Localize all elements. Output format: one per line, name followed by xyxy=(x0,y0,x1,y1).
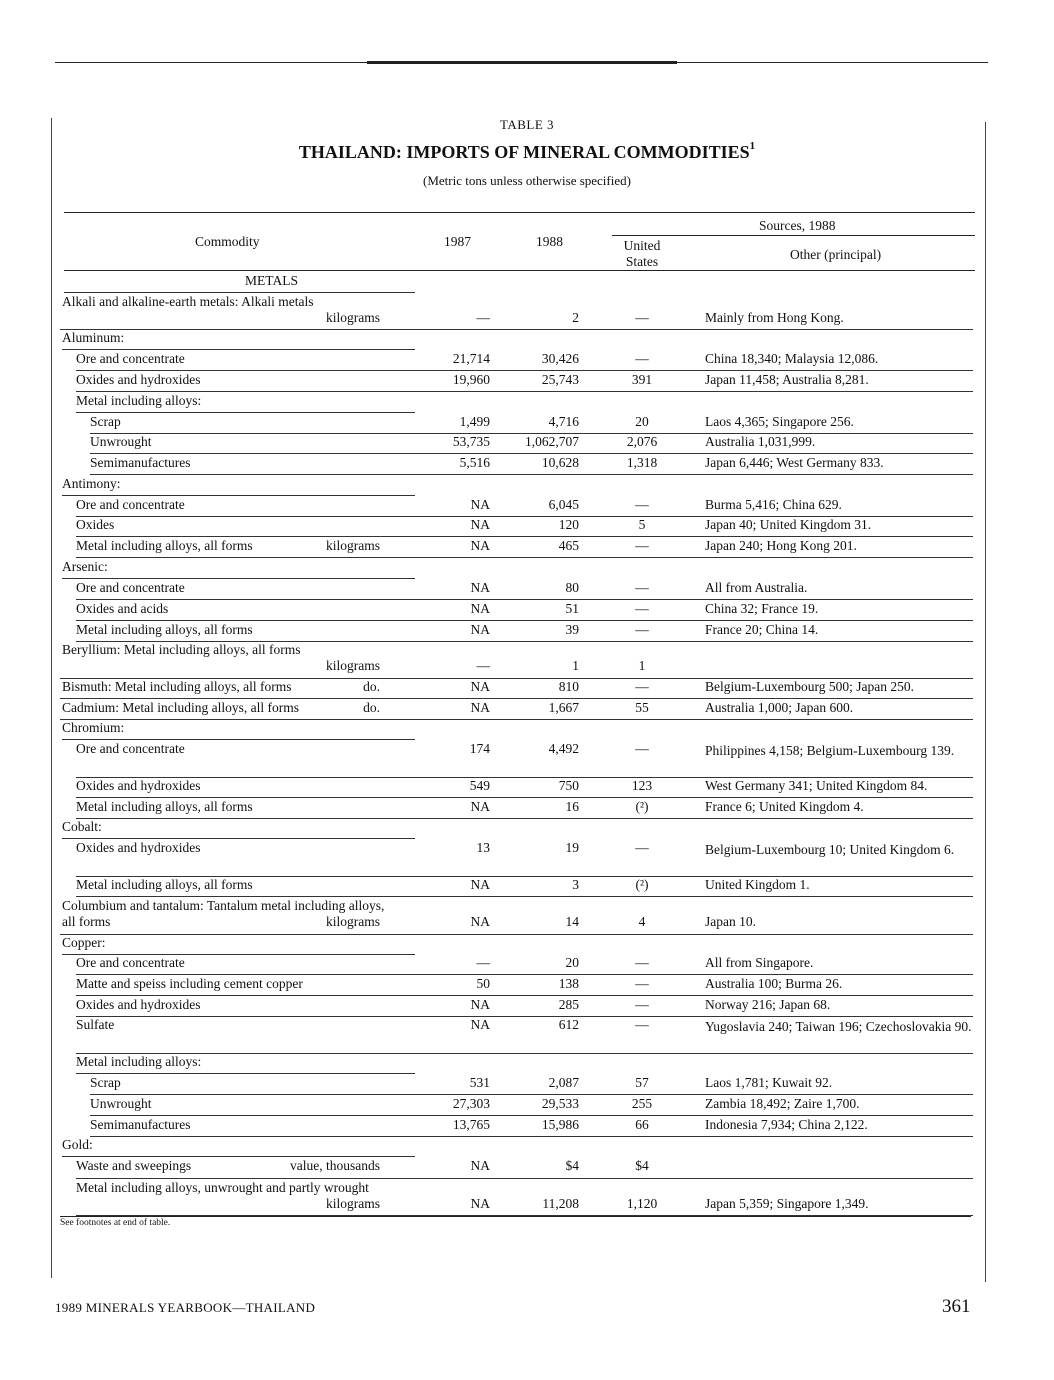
row-rule xyxy=(62,739,415,740)
group-heading xyxy=(0,476,1054,496)
table-row xyxy=(0,1096,1054,1116)
value-1988: 11,208 xyxy=(542,1196,579,1211)
value-1987: NA xyxy=(470,1196,490,1211)
row-rule xyxy=(60,698,973,699)
table-row xyxy=(0,1117,1054,1137)
table-row xyxy=(0,538,1054,558)
value-1987: NA xyxy=(470,679,490,694)
commodity-label: Columbium and tantalum: Tantalum metal including alloys, all forms xyxy=(62,898,385,929)
value-1988: 39 xyxy=(565,622,579,637)
other-sources: Mainly from Hong Kong. xyxy=(705,310,844,325)
table-row xyxy=(0,1180,1054,1216)
title-footnote-marker: 1 xyxy=(749,140,756,152)
table-row xyxy=(0,799,1054,819)
table-row xyxy=(0,997,1054,1017)
other-sources: Laos 1,781; Kuwait 92. xyxy=(705,1075,833,1090)
other-sources: China 18,340; Malaysia 12,086. xyxy=(705,351,879,366)
commodity-label: Unwrought xyxy=(90,1096,152,1111)
value-1988: 15,986 xyxy=(541,1117,579,1132)
value-united-states: 391 xyxy=(631,372,653,387)
commodity-label: Scrap xyxy=(90,1075,121,1090)
value-1988: 810 xyxy=(558,679,579,694)
value-united-states: 57 xyxy=(635,1075,649,1090)
value-1988: 465 xyxy=(558,538,579,553)
table-row xyxy=(0,1017,1054,1054)
other-sources: France 6; United Kingdom 4. xyxy=(705,799,864,814)
row-rule xyxy=(76,974,973,975)
row-rule xyxy=(76,391,973,392)
unit-label: kilograms xyxy=(326,310,380,325)
table-row xyxy=(0,700,1054,720)
table-row xyxy=(0,622,1054,642)
row-rule xyxy=(76,536,973,537)
other-sources: Norway 216; Japan 68. xyxy=(705,997,831,1012)
value-1987: NA xyxy=(470,1158,490,1173)
value-1987: NA xyxy=(470,997,490,1012)
other-sources: Laos 4,365; Singapore 256. xyxy=(705,414,854,429)
value-united-states: — xyxy=(635,741,649,756)
value-1988: 1,062,707 xyxy=(525,434,579,449)
row-rule xyxy=(76,620,973,621)
row-rule xyxy=(64,292,415,293)
value-1988: 29,533 xyxy=(541,1096,579,1111)
value-1987: 174 xyxy=(469,741,490,756)
value-1988: 2,087 xyxy=(548,1075,579,1090)
table-bottom-rule xyxy=(60,1216,971,1217)
value-1987: 13,765 xyxy=(452,1117,490,1132)
group-heading xyxy=(0,935,1054,955)
header-other-principal: Other (principal) xyxy=(790,247,882,262)
value-united-states: — xyxy=(635,997,649,1012)
table-row xyxy=(0,1075,1054,1095)
table-row xyxy=(0,455,1054,475)
table-row xyxy=(0,642,1054,679)
commodity-label: Beryllium: Metal including alloys, all forms xyxy=(62,642,301,657)
value-1987: — xyxy=(476,658,490,673)
value-united-states: 2,076 xyxy=(626,434,658,449)
header-1988: 1988 xyxy=(536,234,563,249)
value-1987: 13 xyxy=(476,840,490,855)
value-1987: 27,303 xyxy=(452,1096,490,1111)
value-united-states: — xyxy=(635,622,649,637)
row-rule xyxy=(62,1156,415,1157)
unit-label: do. xyxy=(363,700,380,715)
value-1988: 138 xyxy=(558,976,579,991)
row-rule xyxy=(76,1178,973,1179)
value-united-states: 66 xyxy=(635,1117,649,1132)
value-1987: 53,735 xyxy=(452,434,490,449)
value-united-states: — xyxy=(635,840,649,855)
other-sources: West Germany 341; United Kingdom 84. xyxy=(705,778,928,793)
commodity-label: Metal including alloys, all forms xyxy=(76,877,253,892)
value-united-states: — xyxy=(635,497,649,512)
value-1988: 80 xyxy=(565,580,579,595)
value-united-states: 5 xyxy=(638,517,646,532)
value-united-states: — xyxy=(635,580,649,595)
value-1988: 6,045 xyxy=(548,497,579,512)
value-1987: — xyxy=(476,310,490,325)
value-1987: 1,499 xyxy=(459,414,490,429)
other-sources: Burma 5,416; China 629. xyxy=(705,497,842,512)
commodity-label: Gold: xyxy=(62,1137,93,1152)
group-heading xyxy=(0,393,1054,413)
value-1988: 51 xyxy=(565,601,579,616)
other-sources: Japan 6,446; West Germany 833. xyxy=(705,455,884,470)
other-sources: Belgium-Luxembourg 10; United Kingdom 6. xyxy=(705,842,955,857)
row-rule xyxy=(62,838,415,839)
commodity-label: Oxides xyxy=(76,517,115,532)
other-sources: Indonesia 7,934; China 2,122. xyxy=(705,1117,868,1132)
header-sources: Sources, 1988 xyxy=(759,218,836,233)
other-sources: Philippines 4,158; Belgium-Luxembourg 139. xyxy=(705,743,955,758)
table-row xyxy=(0,741,1054,778)
commodity-label: Unwrought xyxy=(90,434,152,449)
value-1988: 4,716 xyxy=(548,414,579,429)
row-rule xyxy=(76,995,973,996)
row-rule xyxy=(90,1094,973,1095)
unit-label: kilograms xyxy=(326,1196,380,1211)
commodity-label: Antimony: xyxy=(62,476,121,491)
commodity-label: Metal including alloys, all forms xyxy=(76,622,253,637)
commodity-label: Metal including alloys: xyxy=(76,393,202,408)
commodity-label: Ore and concentrate xyxy=(76,580,185,595)
footnote-note: See footnotes at end of table. xyxy=(60,1218,171,1228)
commodity-label: Cadmium: Metal including alloys, all forms xyxy=(62,700,299,715)
value-1987: 50 xyxy=(476,976,490,991)
unit-label: do. xyxy=(363,679,380,694)
commodity-label: Oxides and hydroxides xyxy=(76,997,201,1012)
commodity-label: Arsenic: xyxy=(62,559,108,574)
table-title-text: THAILAND: IMPORTS OF MINERAL COMMODITIES xyxy=(298,142,750,162)
table-row xyxy=(0,955,1054,975)
other-sources: Australia 1,000; Japan 600. xyxy=(705,700,854,715)
group-heading xyxy=(0,720,1054,740)
table-row xyxy=(0,679,1054,699)
other-sources: Belgium-Luxembourg 500; Japan 250. xyxy=(705,679,914,694)
other-sources: Japan 5,359; Singapore 1,349. xyxy=(705,1196,869,1211)
unit-label: kilograms xyxy=(326,658,380,673)
value-1987: 21,714 xyxy=(452,351,490,366)
other-sources: Yugoslavia 240; Taiwan 196; Czechoslovakia 90. xyxy=(705,1019,972,1034)
table-row xyxy=(0,601,1054,621)
other-sources: Japan 240; Hong Kong 201. xyxy=(705,538,857,553)
header-1987: 1987 xyxy=(444,234,471,249)
value-united-states: — xyxy=(635,976,649,991)
commodity-label: Ore and concentrate xyxy=(76,955,185,970)
row-rule xyxy=(62,349,415,350)
commodity-label: Aluminum: xyxy=(62,330,125,345)
value-1987: 549 xyxy=(469,778,490,793)
commodity-label: Bismuth: Metal including alloys, all forms xyxy=(62,679,292,694)
table-row xyxy=(0,580,1054,600)
value-1987: NA xyxy=(470,799,490,814)
group-heading xyxy=(0,1054,1054,1074)
table-row xyxy=(0,877,1054,897)
row-rule xyxy=(76,370,973,371)
value-united-states: 255 xyxy=(631,1096,653,1111)
value-1988: $4 xyxy=(565,1158,579,1173)
value-united-states: — xyxy=(635,310,649,325)
row-rule xyxy=(76,797,973,798)
header-united-states: United States xyxy=(623,238,661,269)
value-1988: 30,426 xyxy=(541,351,579,366)
other-sources: United Kingdom 1. xyxy=(705,877,810,892)
commodity-label: Copper: xyxy=(62,935,106,950)
running-footer: 1989 MINERALS YEARBOOK—THAILAND xyxy=(55,1300,316,1315)
commodity-label: Scrap xyxy=(90,414,121,429)
group-heading xyxy=(0,819,1054,839)
unit-label: kilograms xyxy=(326,538,380,553)
header-commodity: Commodity xyxy=(195,234,260,249)
page-number: 361 xyxy=(942,1296,971,1317)
table-number: TABLE 3 xyxy=(499,117,555,132)
value-1987: NA xyxy=(470,1017,490,1032)
commodity-label: Alkali and alkaline-earth metals: Alkali metals xyxy=(62,294,314,309)
value-united-states: 55 xyxy=(635,700,649,715)
other-sources: Japan 40; United Kingdom 31. xyxy=(705,517,872,532)
table-row xyxy=(0,517,1054,537)
value-united-states: — xyxy=(635,538,649,553)
value-1987: NA xyxy=(470,538,490,553)
value-united-states: — xyxy=(635,601,649,616)
commodity-label: Metal including alloys: xyxy=(76,1054,202,1069)
value-1987: — xyxy=(476,955,490,970)
row-rule xyxy=(90,474,973,475)
group-heading xyxy=(0,1137,1054,1157)
value-1988: 120 xyxy=(558,517,579,532)
value-1988: 2 xyxy=(572,310,579,325)
value-1987: NA xyxy=(470,877,490,892)
other-sources: Japan 11,458; Australia 8,281. xyxy=(705,372,869,387)
table-row xyxy=(0,351,1054,371)
table-row xyxy=(0,294,1054,330)
table-row xyxy=(0,497,1054,517)
commodity-label: Matte and speiss including cement copper xyxy=(76,976,303,991)
row-rule xyxy=(90,1115,973,1116)
row-rule xyxy=(76,412,415,413)
value-1988: 16 xyxy=(565,799,579,814)
commodity-label: Ore and concentrate xyxy=(76,351,185,366)
commodity-label: Oxides and hydroxides xyxy=(76,372,201,387)
value-1987: NA xyxy=(470,622,490,637)
commodity-label: Metal including alloys, all forms xyxy=(76,799,253,814)
table-row xyxy=(0,976,1054,996)
value-1988: 750 xyxy=(558,778,579,793)
value-united-states: $4 xyxy=(635,1158,649,1173)
group-heading xyxy=(0,330,1054,350)
table-row xyxy=(0,840,1054,877)
value-united-states: 20 xyxy=(635,414,649,429)
value-united-states: — xyxy=(635,679,649,694)
value-1987: NA xyxy=(470,700,490,715)
other-sources: France 20; China 14. xyxy=(705,622,819,637)
value-1987: NA xyxy=(470,580,490,595)
value-1988: 3 xyxy=(572,877,579,892)
value-united-states: — xyxy=(635,955,649,970)
other-sources: Zambia 18,492; Zaire 1,700. xyxy=(705,1096,860,1111)
commodity-label: Metal including alloys, all forms xyxy=(76,538,253,553)
other-sources: China 32; France 19. xyxy=(705,601,819,616)
value-united-states: 1 xyxy=(638,658,646,673)
other-sources: All from Singapore. xyxy=(705,955,814,970)
row-rule xyxy=(90,453,973,454)
commodity-label: Waste and sweepings xyxy=(76,1158,192,1173)
value-1988: 10,628 xyxy=(541,455,579,470)
value-united-states: (²) xyxy=(635,877,649,892)
commodity-label: Chromium: xyxy=(62,720,125,735)
commodity-label: Semimanufactures xyxy=(90,1117,191,1132)
value-1988: 14 xyxy=(565,914,579,929)
commodity-label: Sulfate xyxy=(76,1017,115,1032)
value-1987: NA xyxy=(470,497,490,512)
value-1987: 531 xyxy=(469,1075,490,1090)
row-rule xyxy=(76,1073,415,1074)
section-header xyxy=(0,273,1054,293)
commodity-label: Cobalt: xyxy=(62,819,102,834)
value-1988: 20 xyxy=(565,955,579,970)
commodity-label: Oxides and acids xyxy=(76,601,169,616)
commodity-label: Metal including alloys, unwrought and partly wrought xyxy=(76,1180,369,1195)
table-row xyxy=(0,372,1054,392)
value-united-states: 4 xyxy=(638,914,646,929)
table-row xyxy=(0,414,1054,434)
commodity-label: Ore and concentrate xyxy=(76,741,185,756)
other-sources: Japan 10. xyxy=(705,914,756,929)
row-rule xyxy=(62,578,415,579)
value-united-states: (²) xyxy=(635,799,649,814)
row-rule xyxy=(62,495,415,496)
value-1988: 25,743 xyxy=(541,372,579,387)
value-1987: NA xyxy=(470,914,490,929)
other-sources: Australia 100; Burma 26. xyxy=(705,976,843,991)
commodity-label: Semimanufactures xyxy=(90,455,191,470)
group-heading xyxy=(0,559,1054,579)
value-1988: 285 xyxy=(558,997,579,1012)
unit-label: kilograms xyxy=(326,914,380,929)
commodity-label: Oxides and hydroxides xyxy=(76,778,201,793)
value-united-states: — xyxy=(635,351,649,366)
table-subtitle: (Metric tons unless otherwise specified) xyxy=(423,173,631,188)
table-row xyxy=(0,778,1054,798)
commodity-label: Ore and concentrate xyxy=(76,497,185,512)
value-1987: 5,516 xyxy=(459,455,490,470)
table-row xyxy=(0,434,1054,454)
value-1987: 19,960 xyxy=(452,372,490,387)
row-rule xyxy=(76,896,973,897)
value-1988: 4,492 xyxy=(548,741,579,756)
value-1987: NA xyxy=(470,601,490,616)
value-united-states: 123 xyxy=(631,778,653,793)
table-row xyxy=(0,1158,1054,1179)
unit-label: value, thousands xyxy=(290,1158,380,1173)
value-1987: NA xyxy=(470,517,490,532)
commodity-label: Oxides and hydroxides xyxy=(76,840,201,855)
value-united-states: 1,120 xyxy=(626,1196,658,1211)
row-rule xyxy=(76,599,973,600)
other-sources: All from Australia. xyxy=(705,580,808,595)
other-sources: Australia 1,031,999. xyxy=(705,434,816,449)
value-united-states: — xyxy=(635,1017,649,1032)
value-1988: 1 xyxy=(572,658,579,673)
table-row xyxy=(0,898,1054,935)
value-1988: 1,667 xyxy=(548,700,579,715)
value-1988: 612 xyxy=(558,1017,579,1032)
value-united-states: 1,318 xyxy=(626,455,658,470)
value-1988: 19 xyxy=(565,840,579,855)
row-rule xyxy=(76,557,973,558)
commodity-label: METALS xyxy=(245,273,298,288)
